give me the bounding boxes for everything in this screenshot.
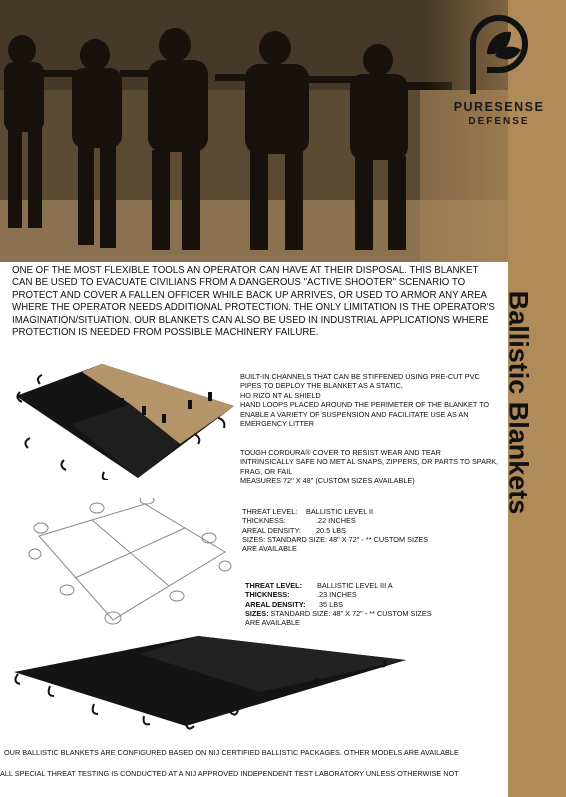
features-block-b — [240, 448, 502, 486]
blanket-black-image — [10, 630, 410, 730]
thickness-label: THICKNESS: — [245, 590, 290, 600]
sizes-continued: ARE AVAILABLE — [245, 618, 300, 628]
logo — [440, 8, 558, 136]
sizes-label: SIZES: — [245, 608, 269, 618]
density-value: 20.5 LBS — [316, 525, 347, 535]
features-block-a — [240, 372, 502, 428]
footer-nij-note: OUR BALLISTIC BLANKETS ARE CONFIGURED BASED ON NIJ CERTIFIED BALLISTIC PACKAGES. OTHER MODELS ARE AVAILABLE — [4, 748, 459, 757]
threat-value: BALLISTIC LEVEL III A — [317, 581, 393, 590]
page-title: Ballistic Blankets — [503, 290, 534, 514]
density-value: 35 LBS — [319, 599, 343, 609]
sizes-label: SIZES: — [242, 534, 266, 544]
threat-value: BALLISTIC LEVEL II — [306, 507, 374, 516]
feature-intrinsically-safe: INTRINSICALLY SAFE NO MET AL SNAPS, ZIPPERS, OR PARTS TO SPARK, FRAG, OR FAIL — [240, 457, 499, 476]
threat-label: THREAT LEVEL: — [245, 581, 303, 590]
brand-name: PURESENSE — [453, 100, 545, 114]
feature-cordura: TOUGH CORDURA® COVER TO RESIST WEAR AND TEAR — [240, 448, 441, 457]
thickness-label: THICKNESS: — [242, 516, 286, 526]
density-label: AREAL DENSITY: — [245, 599, 306, 609]
thickness-value: .23 INCHES — [317, 590, 357, 600]
brand-subtitle: DEFENSE — [468, 116, 530, 127]
spec-level-3a — [245, 581, 465, 627]
blanket-tan-image — [12, 362, 237, 480]
puresense-logo-icon — [465, 10, 533, 96]
sizes-value: STANDARD SIZE: 48" X 72" - ** CUSTOM SIZES — [267, 534, 429, 544]
footer-testing-note: ALL SPECIAL THREAT TESTING IS CONDUCTED AT A NIJ APPROVED INDEPENDENT TEST LABORATORY UNLESS OTHERWISE NOT — [0, 769, 459, 778]
density-label: AREAL DENSITY: — [242, 525, 301, 535]
thickness-value: .22 INCHES — [316, 516, 356, 526]
feature-channels: BUILT-IN CHANNELS THAT CAN BE STIFFENED USING PRE-CUT PVC PIPES TO DEPLOY THE BLANKET AS A STATIC, — [240, 372, 480, 391]
sizes-continued: ARE AVAILABLE — [242, 544, 297, 554]
blanket-diagram-image — [27, 498, 232, 626]
sizes-value: STANDARD SIZE: 48" X 72" - ** CUSTOM SIZES — [270, 608, 432, 618]
feature-measures: MEASURES 72" X 48" (CUSTOM SIZES AVAILABLE) — [240, 476, 415, 486]
threat-label: THREAT LEVEL: — [242, 507, 298, 516]
spec-level-2 — [242, 507, 462, 553]
feature-hand-loops: HAND LOOPS PLACED AROUND THE PERIMETER OF THE BLANKET TO ENABLE A VARIETY OF SUSPENSION AND FACILITATE USE AS AN EMERGENCY LITTER — [240, 400, 490, 429]
intro-paragraph: ONE OF THE MOST FLEXIBLE TOOLS AN OPERATOR CAN HAVE AT THEIR DISPOSAL. THIS BLANKET CAN BE USED TO EVACUATE CIVILIANS FROM A DANGEROUS "ACTIVE SHOOTER" SCENARIO TO PROTECT AND COVER A FALLEN OFFICER WHILE BACK UP ARRIVES, OR USED TO ARMOR ANY AREA WHERE THE OPERATOR NEEDS ADDITIONAL PROTECTION. THE ONLY LIMITATION IS THE OPERATOR'S IMAGINATION/SITUATION. OUR BLANKETS CAN ALSO BE USED IN INDUSTRIAL APPLICATIONS WHERE PROTECTION IS NEEDED FROM POSSIBLE MACHINERY FAILURE. — [12, 265, 495, 339]
feature-shield: HO RIZO NT AL SHIELD — [240, 390, 321, 400]
